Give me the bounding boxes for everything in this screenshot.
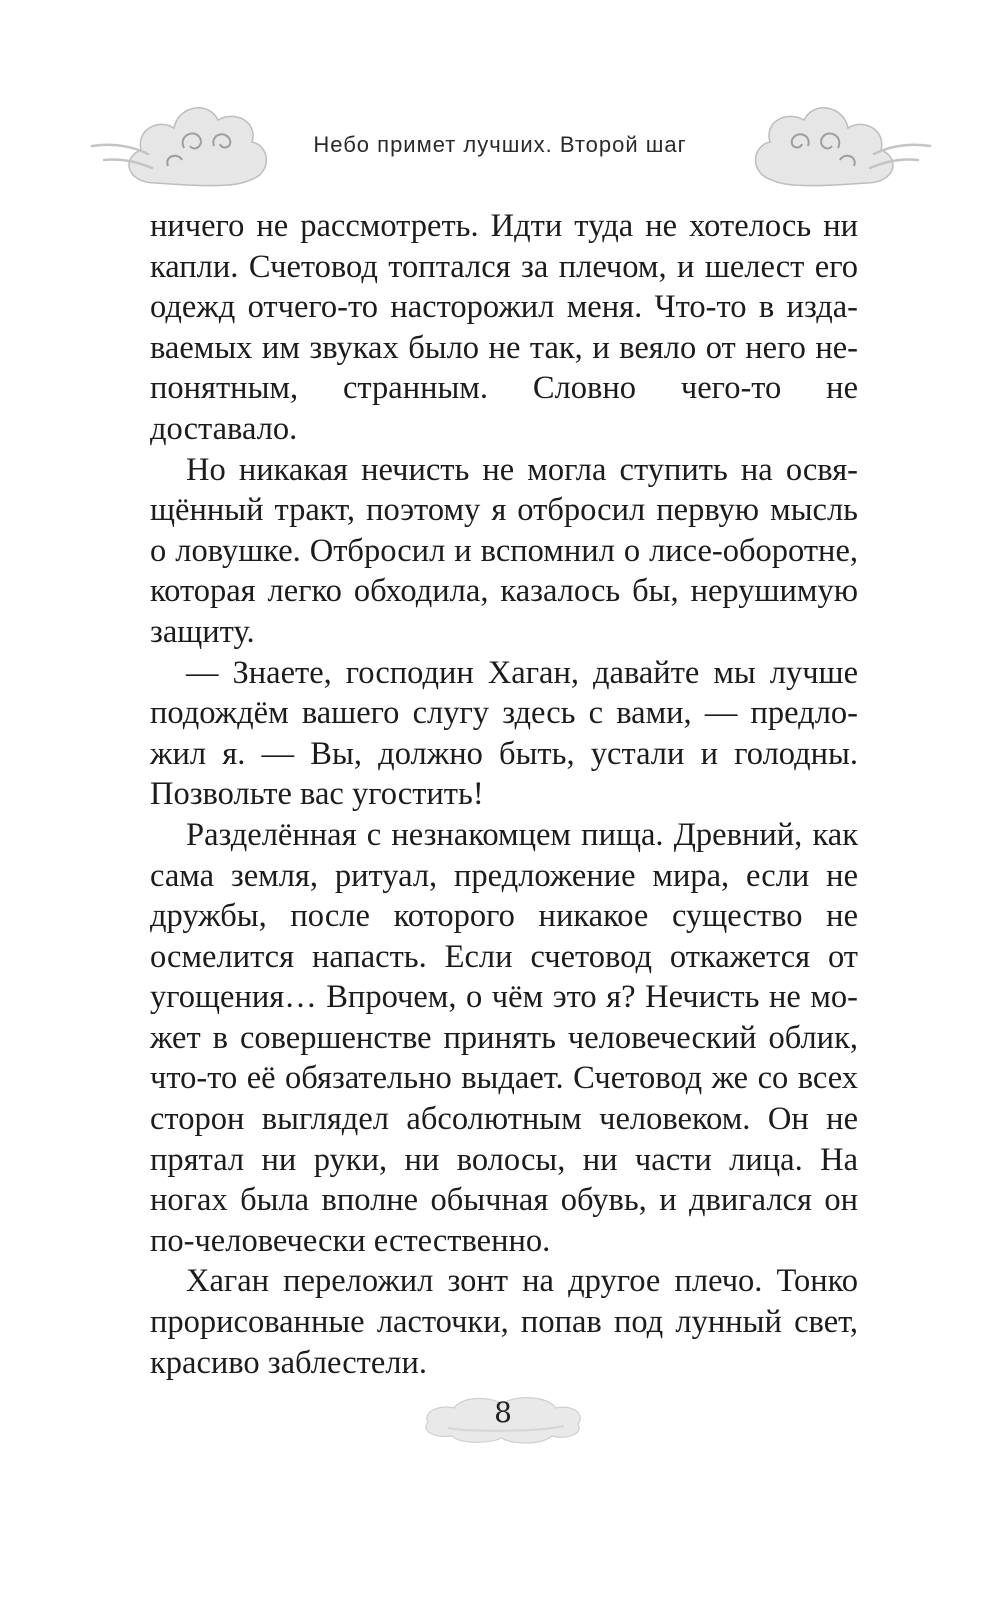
page-header bbox=[0, 88, 1000, 208]
paragraph: ничего не рассмотреть. Идти туда не хотелось ни капли. Счетовод топтался за плечом, и шелест его одежд отчего-то насторожил меня. Что-то в издаваемых им звуках было не так, и веяло от него непонятным, странным. Словно чего-то не доставало. bbox=[150, 208, 858, 447]
paragraph: Разделённая с незнакомцем пища. Древний, как сама земля, ритуал, предложение мира, если не дружбы, после которого никакое существо не осмелится напасть. Если счетовод откажется от угощения… Впрочем, о чём это я? Нечисть не может в совершенстве принять человеческий облик, что-то её обязательно выдает. Счетовод же со всех сторон выглядел абсолютным человеком. Он не прятал ни руки, ни волосы, ни части лица. На ногах была вполне обычная обувь, и двигался он по-человечески естественно. bbox=[150, 816, 858, 1259]
page-footer bbox=[418, 1388, 588, 1448]
paragraph: Хаган переложил зонт на другое плечо. Тонко прорисованные ласточки, попав под лунный свет, красиво заблестели. bbox=[150, 1263, 858, 1381]
paragraph: Но никакая нечисть не могла ступить на освящённый тракт, поэтому я отбросил первую мысль о ловушке. Отбросил и вспомнил о лисе-оборотне, которая легко обходила, казалось бы, нерушимую защиту. bbox=[150, 451, 858, 650]
cloud-ornament-right-icon bbox=[746, 88, 936, 198]
running-title: Небо примет лучших. Второй шаг bbox=[313, 132, 687, 157]
paragraph: — Знаете, господин Хаган, давайте мы лучше подождём вашего слугу здесь с вами, — предложил я. — Вы, должно быть, устали и голодны. Позвольте вас угостить! bbox=[150, 654, 858, 813]
page-number: 8 bbox=[494, 1396, 512, 1429]
body-text bbox=[150, 206, 858, 1383]
